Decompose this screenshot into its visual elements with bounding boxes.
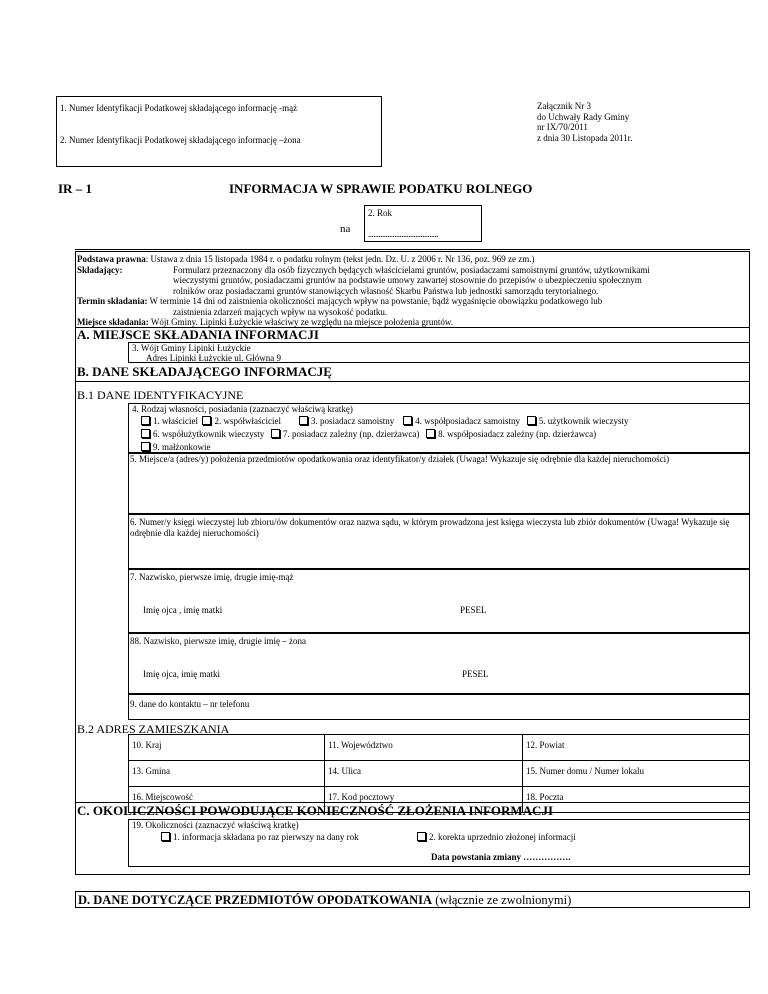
attachment-line: nr IX/70/2011 — [537, 122, 588, 132]
year-label: 2. Rok — [368, 208, 393, 218]
option-label: 1. właściciel — [153, 416, 198, 426]
section-a-title: A. MIEJSCE SKŁADANIA INFORMACJI — [77, 327, 319, 342]
section-d-note: (włącznie ze zwolnionymi) — [432, 893, 572, 907]
option-correction[interactable] — [417, 832, 576, 843]
option-wspolposiadacz-samoistny[interactable] — [403, 416, 520, 426]
option-label: 1. informacja składana po raz pierwszy na dany rok — [173, 832, 359, 842]
option-first-time[interactable] — [161, 832, 359, 843]
checkbox-icon[interactable] — [141, 429, 150, 438]
option-label: 6. współużytkownik wieczysty — [153, 429, 265, 439]
option-label: 7. posiadacz zależny (np. dzierżawca) — [282, 429, 420, 439]
option-wspolwlasciciel[interactable] — [202, 416, 281, 426]
office-address: Adres Lipinki Łużyckie ul. Główna 9 — [146, 353, 281, 363]
miejsce-text: Wójt Gminy. Lipinki Łużyckie właściwy ze względu na miejsce położenia gruntów. — [148, 317, 454, 327]
field-9-label: 9. dane do kontaktu – nr telefonu — [130, 699, 250, 709]
section-c-title: C. OKOLICZNOŚCI POWODUJĄCE KONIECZNOŚĆ ZŁOŻENIA INFORMACJI — [77, 803, 554, 818]
skladajacy-line: rolników oraz posiadaczami gruntów stanowiących własność Skarbu Państwa lub jednostki samorządu terytorialnego. — [173, 285, 599, 296]
skladajacy-label: Składający: — [77, 264, 123, 275]
skladajacy-line: wieczystymi gruntów, posiadaczami gruntów na podstawie umowy zawartej stosownie do przepisów o ubezpieczeniu społecznym — [173, 275, 642, 285]
street-field[interactable]: 14. Ulica — [325, 761, 523, 787]
option-uzytkownik-wieczysty[interactable] — [527, 416, 629, 426]
table-row — [129, 761, 750, 787]
top-rule — [75, 249, 750, 252]
field-7-box[interactable] — [128, 569, 750, 633]
nip-maz-field[interactable]: 1. Numer Identyfikacji Podatkowej składającego informację -mąż — [60, 103, 298, 113]
field-4-row — [141, 429, 596, 440]
field-7-parents: Imię ojca , imię matki — [143, 605, 223, 615]
attachment-line: z dnia 30 Listopada 2011r. — [537, 132, 633, 143]
field-8-box[interactable] — [128, 633, 750, 694]
field-9-box[interactable] — [128, 694, 750, 720]
field-4-row — [141, 442, 211, 453]
section-d-title: D. DANE DOTYCZĄCE PRZEDMIOTÓW OPODATKOWANIA — [78, 893, 433, 907]
option-label: 5. użytkownik wieczysty — [538, 416, 629, 426]
checkbox-icon[interactable] — [141, 416, 150, 425]
postal-code-field[interactable]: 17. Kod pocztowy — [325, 787, 523, 813]
field-8-label: 88. Nazwisko, pierwsze imię, drugie imię – żona — [130, 636, 306, 646]
attachment-note — [537, 101, 632, 143]
hr — [75, 381, 750, 382]
form-code: IR – 1 — [58, 181, 92, 196]
section-b1-title: B.1 DANE IDENTYFIKACYJNE — [77, 388, 244, 402]
option-label: 4. współposiadacz samoistny — [415, 416, 520, 426]
post-office-field[interactable]: 18. Poczta — [523, 787, 750, 813]
checkbox-icon[interactable] — [141, 442, 150, 451]
nip-box — [56, 96, 382, 167]
skladajacy-line: Formularz przeznaczony dla osób fizycznych będących właścicielami gruntów, posiadaczami samoistnymi gruntów, użytkownikami — [173, 264, 650, 275]
country-field[interactable]: 10. Kraj — [129, 735, 325, 761]
section-b-title: B. DANE SKŁADAJĄCEGO INFORMACJĘ — [77, 364, 332, 379]
voivodeship-field[interactable]: 11. Województwo — [325, 735, 523, 761]
termin-line: zaistnienia zdarzeń mających wpływ na wysokość podatku. — [173, 306, 388, 317]
legal-basis — [77, 254, 749, 328]
checkbox-icon[interactable] — [403, 416, 412, 425]
option-wlasciciel[interactable] — [141, 416, 198, 426]
podstawa-label: Podstawa prawna — [77, 254, 146, 264]
option-label: 2. korekta uprzednio złożonej informacji — [429, 832, 576, 842]
field-5-box[interactable] — [128, 453, 750, 514]
table-row — [129, 735, 750, 761]
section-b2-title: B.2 ADRES ZAMIESZKANIA — [77, 722, 230, 736]
field-6-label: 6. Numer/y księgi wieczystej lub zbioru/ów dokumentów oraz nazwa sądu, w którym prowadzona jest księga wieczysta lub zbiór dokumentów (Uwaga! Wykazuje się odrębnie dla każdej nieruchomości) — [130, 517, 730, 538]
miejsce-label: Miejsce składania: — [77, 317, 149, 327]
form-title: INFORMACJA W SPRAWIE PODATKU ROLNEGO — [229, 181, 533, 196]
field-4-row — [141, 416, 628, 427]
county-field[interactable]: 12. Powiat — [523, 735, 750, 761]
checkbox-icon[interactable] — [417, 832, 426, 841]
field-8-parents: Imię ojca, imię matki — [143, 669, 220, 679]
section-d-header — [75, 891, 750, 908]
checkbox-icon[interactable] — [271, 429, 280, 438]
attachment-line: Załącznik Nr 3 — [537, 101, 591, 111]
option-posiadacz-zalezny[interactable] — [271, 429, 419, 439]
section-d-title-wrap — [78, 893, 571, 908]
na-label: na — [340, 223, 351, 235]
termin-line: W terminie 14 dni od zaistnienia okoliczności mających wpływ na powstanie, bądź wygaśnięcie obowiązku podatkowego lub — [149, 296, 603, 306]
checkbox-icon[interactable] — [527, 416, 536, 425]
year-dots: ........................................ — [368, 229, 438, 239]
option-wspolposiadacz-zalezny[interactable] — [426, 429, 596, 439]
field-19-box — [128, 819, 750, 867]
field-7-pesel: PESEL — [460, 605, 487, 615]
nip-zona-field[interactable]: 2. Numer Identyfikacji Podatkowej składającego informację –żona — [60, 135, 301, 145]
field-8-pesel: PESEL — [462, 669, 489, 679]
office-name: 3. Wójt Gminy Lipinki Łużyckie — [132, 343, 251, 353]
option-label: 9. małżonkowie — [153, 442, 211, 452]
option-malzonkowie[interactable] — [141, 442, 211, 452]
attachment-line: do Uchwały Rady Gminy — [537, 111, 630, 122]
checkbox-icon[interactable] — [299, 416, 308, 425]
checkbox-icon[interactable] — [161, 832, 170, 841]
section-a-box — [128, 342, 750, 363]
termin-label: Termin składania: — [77, 296, 148, 306]
field-5-label: 5. Miejsce/a (adres/y) położenia przedmiotów opodatkowania oraz identyfikator/y działek (Uwaga! Wykazuje się odrębnie dla każdej nieruchomości) — [130, 454, 670, 464]
year-box[interactable] — [364, 205, 482, 242]
podstawa-text: : Ustawa z dnia 15 listopada 1984 r. o podatku rolnym (tekst jedn. Dz. U. z 2006 r. Nr 136, poz. 969 ze zm.) — [145, 254, 535, 264]
house-number-field[interactable]: 15. Numer domu / Numer lokalu — [523, 761, 750, 787]
option-wspoluzytkownik[interactable] — [141, 429, 264, 439]
change-date-field[interactable]: Data powstania zmiany ……………. — [431, 852, 571, 862]
field-4-label: 4. Rodzaj własności, posiadania (zaznaczyć właściwą kratkę) — [132, 404, 353, 414]
option-label: 2. współwłaściciel — [214, 416, 281, 426]
checkbox-icon[interactable] — [426, 429, 435, 438]
option-posiadacz-samoistny[interactable] — [299, 416, 394, 426]
field-6-box[interactable] — [128, 514, 750, 569]
option-label: 8. współposiadacz zależny (np. dzierżawca) — [438, 429, 597, 439]
town-field[interactable]: 16. Miejscowość — [129, 787, 325, 813]
option-label: 3. posiadacz samoistny — [310, 416, 395, 426]
municipality-field[interactable]: 13. Gmina — [129, 761, 325, 787]
hr — [128, 867, 750, 875]
field-19-label: 19. Okoliczności (zaznaczyć właściwą kratkę) — [132, 820, 299, 830]
checkbox-icon[interactable] — [202, 416, 211, 425]
field-4-box — [128, 403, 750, 453]
field-7-label: 7. Nazwisko, pierwsze imię, drugie imię-mąż — [130, 572, 294, 582]
